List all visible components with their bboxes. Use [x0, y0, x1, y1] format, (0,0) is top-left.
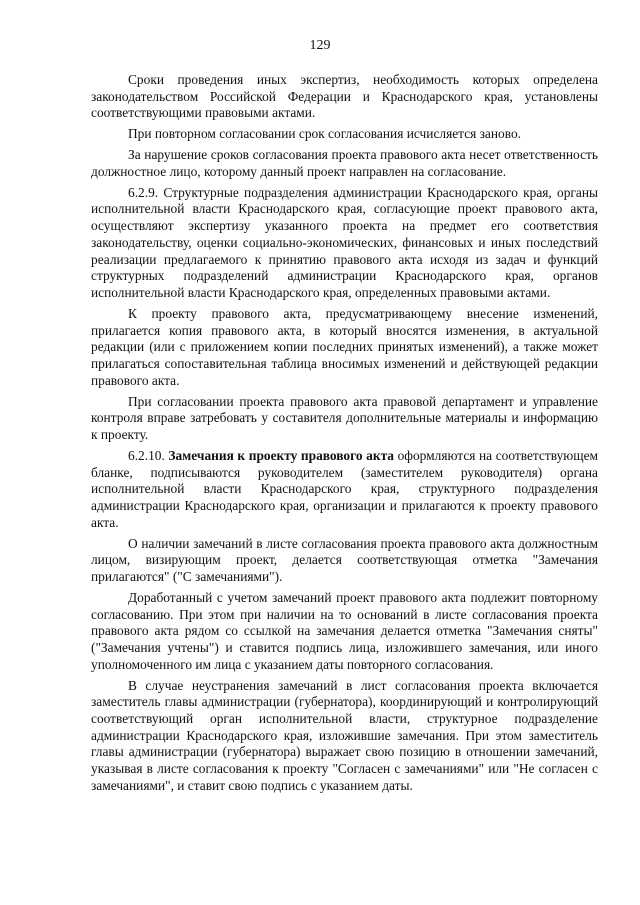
paragraph: За нарушение сроков согласования проекта правового акта несет ответственность должностное лицо, которому данный проект направлен на согласование. [91, 147, 598, 179]
paragraph: О наличии замечаний в листе согласования проекта правового акта должностным лицом, визирующим проект, делается соответствующая отметка "Замечания прилагаются" ("С замечаниями"). [91, 535, 598, 584]
paragraph-text: оформляются на соответствующем бланке, подписываются руководителем (заместителем руководителя) органа исполнительной власти Краснодарского края, структурного подразделения администрации Краснодарского края, организации и прилагаются к проекту правового акта. [91, 447, 599, 530]
paragraph: 6.2.9. Структурные подразделения администрации Краснодарского края, органы исполнительной власти Краснодарского края, согласующие проект правового акта, осуществляют экспертизу указанного проекта на предмет его соответствия законодательству, оценки социально-экономических, финансовых и иных последствий реализации предлагаемого к принятию правового акта исходя из задач и функций структурных подразделений администрации Краснодарского края, органов исполнительной власти Краснодарского края, определенных правовыми актами. [91, 184, 598, 300]
paragraph: Сроки проведения иных экспертиз, необходимость которых определена законодательством Российской Федерации и Краснодарского края, установлены соответствующими правовыми актами. [91, 72, 598, 121]
section-heading: Замечания к проекту правового акта [168, 447, 395, 463]
paragraph: При повторном согласовании срок согласования исчисляется заново. [128, 126, 522, 142]
section-number: 6.2.10. [128, 447, 169, 463]
document-body [91, 72, 598, 799]
paragraph: К проекту правового акта, предусматривающему внесение изменений, прилагается копия правового акта, в который вносятся изменения, в актуальной редакции (или с приложением копии последних принятых изменений), а также может прилагаться сопоставительная таблица вносимых изменений и действующей редакции правового акта. [91, 305, 598, 388]
paragraph [91, 448, 598, 532]
paragraph: Доработанный с учетом замечаний проект правового акта подлежит повторному согласованию. При этом при наличии на то оснований в листе согласования проекта правового акта рядом со ссылкой на замечания делается отметка "Замечания сняты" ("Замечания учтены") и ставится подпись лица, изложившего замечания, или иного уполномоченного им лица с указанием даты повторного согласования. [91, 589, 598, 672]
paragraph: В случае неустранения замечаний в лист согласования проекта включается заместитель главы администрации (губернатора), координирующий и контролирующий соответствующий орган исполнительной власти, структурное подразделение администрации Краснодарского края, изложившие замечания. При этом заместитель главы администрации (губернатора) выражает свою позицию в отношении замечаний, указывая в листе согласования к проекту "Согласен с замечаниями" или "Не согласен с замечаниями", и ставит свою подпись с указанием даты. [91, 677, 598, 793]
page-number: 129 [309, 38, 331, 53]
paragraph: При согласовании проекта правового акта правовой департамент и управление контроля вправе затребовать у составителя дополнительные материалы и информацию к проекту. [91, 393, 598, 442]
